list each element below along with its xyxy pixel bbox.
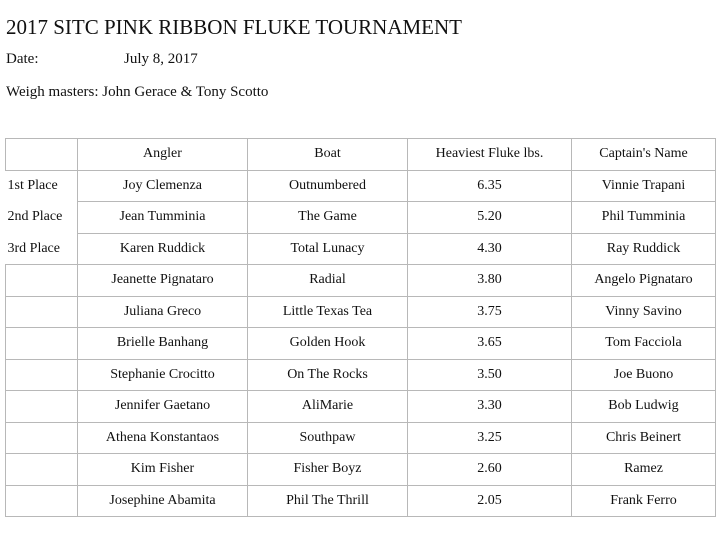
weight-cell: 3.30 xyxy=(408,391,572,423)
weigh-masters-line: Weigh masters: John Gerace & Tony Scotto xyxy=(6,84,269,100)
header-cell-place xyxy=(6,139,78,171)
captain-cell: Joe Buono xyxy=(572,359,716,391)
place-cell: 3rd Place xyxy=(6,233,78,265)
angler-cell: Juliana Greco xyxy=(78,296,248,328)
weight-cell: 3.75 xyxy=(408,296,572,328)
boat-cell: Little Texas Tea xyxy=(248,296,408,328)
boat-cell: Radial xyxy=(248,265,408,297)
place-cell: 2nd Place xyxy=(6,202,78,234)
table-row xyxy=(6,170,716,202)
place-cell: 1st Place xyxy=(6,170,78,202)
date-value: July 8, 2017 xyxy=(124,51,198,67)
angler-cell: Jeanette Pignataro xyxy=(78,265,248,297)
results-table xyxy=(5,138,716,517)
place-cell xyxy=(6,454,78,486)
weight-cell: 5.20 xyxy=(408,202,572,234)
boat-cell: Phil The Thrill xyxy=(248,485,408,517)
angler-cell: Athena Konstantaos xyxy=(78,422,248,454)
captain-cell: Ramez xyxy=(572,454,716,486)
date-line xyxy=(6,49,198,69)
captain-cell: Angelo Pignataro xyxy=(572,265,716,297)
table-row xyxy=(6,391,716,423)
table-row xyxy=(6,485,716,517)
table-row xyxy=(6,296,716,328)
weight-cell: 4.30 xyxy=(408,233,572,265)
angler-cell: Stephanie Crocitto xyxy=(78,359,248,391)
boat-cell: The Game xyxy=(248,202,408,234)
document-title: 2017 SITC PINK RIBBON FLUKE TOURNAMENT xyxy=(6,15,463,39)
captain-cell: Chris Beinert xyxy=(572,422,716,454)
boat-cell: Outnumbered xyxy=(248,170,408,202)
header-cell-captain: Captain's Name xyxy=(572,139,716,171)
boat-cell: Golden Hook xyxy=(248,328,408,360)
boat-cell: Fisher Boyz xyxy=(248,454,408,486)
place-cell xyxy=(6,422,78,454)
place-cell xyxy=(6,328,78,360)
captain-cell: Bob Ludwig xyxy=(572,391,716,423)
weight-cell: 2.60 xyxy=(408,454,572,486)
weight-cell: 6.35 xyxy=(408,170,572,202)
table-row xyxy=(6,328,716,360)
boat-cell: Total Lunacy xyxy=(248,233,408,265)
date-label: Date: xyxy=(6,51,39,67)
weight-cell: 3.50 xyxy=(408,359,572,391)
table-row xyxy=(6,422,716,454)
table-row xyxy=(6,265,716,297)
angler-cell: Josephine Abamita xyxy=(78,485,248,517)
table-row xyxy=(6,233,716,265)
header-cell-weight: Heaviest Fluke lbs. xyxy=(408,139,572,171)
table-row xyxy=(6,202,716,234)
place-cell xyxy=(6,485,78,517)
place-cell xyxy=(6,359,78,391)
weight-cell: 2.05 xyxy=(408,485,572,517)
place-cell xyxy=(6,265,78,297)
weight-cell: 3.80 xyxy=(408,265,572,297)
angler-cell: Jennifer Gaetano xyxy=(78,391,248,423)
angler-cell: Brielle Banhang xyxy=(78,328,248,360)
angler-cell: Kim Fisher xyxy=(78,454,248,486)
header-row xyxy=(6,139,716,171)
weight-cell: 3.25 xyxy=(408,422,572,454)
place-cell xyxy=(6,296,78,328)
table-row xyxy=(6,359,716,391)
header-cell-angler: Angler xyxy=(78,139,248,171)
boat-cell: Southpaw xyxy=(248,422,408,454)
captain-cell: Ray Ruddick xyxy=(572,233,716,265)
header-cell-boat: Boat xyxy=(248,139,408,171)
table-row xyxy=(6,454,716,486)
angler-cell: Joy Clemenza xyxy=(78,170,248,202)
captain-cell: Vinnie Trapani xyxy=(572,170,716,202)
angler-cell: Jean Tumminia xyxy=(78,202,248,234)
weight-cell: 3.65 xyxy=(408,328,572,360)
angler-cell: Karen Ruddick xyxy=(78,233,248,265)
place-cell xyxy=(6,391,78,423)
captain-cell: Tom Facciola xyxy=(572,328,716,360)
captain-cell: Vinny Savino xyxy=(572,296,716,328)
captain-cell: Frank Ferro xyxy=(572,485,716,517)
boat-cell: AliMarie xyxy=(248,391,408,423)
captain-cell: Phil Tumminia xyxy=(572,202,716,234)
boat-cell: On The Rocks xyxy=(248,359,408,391)
